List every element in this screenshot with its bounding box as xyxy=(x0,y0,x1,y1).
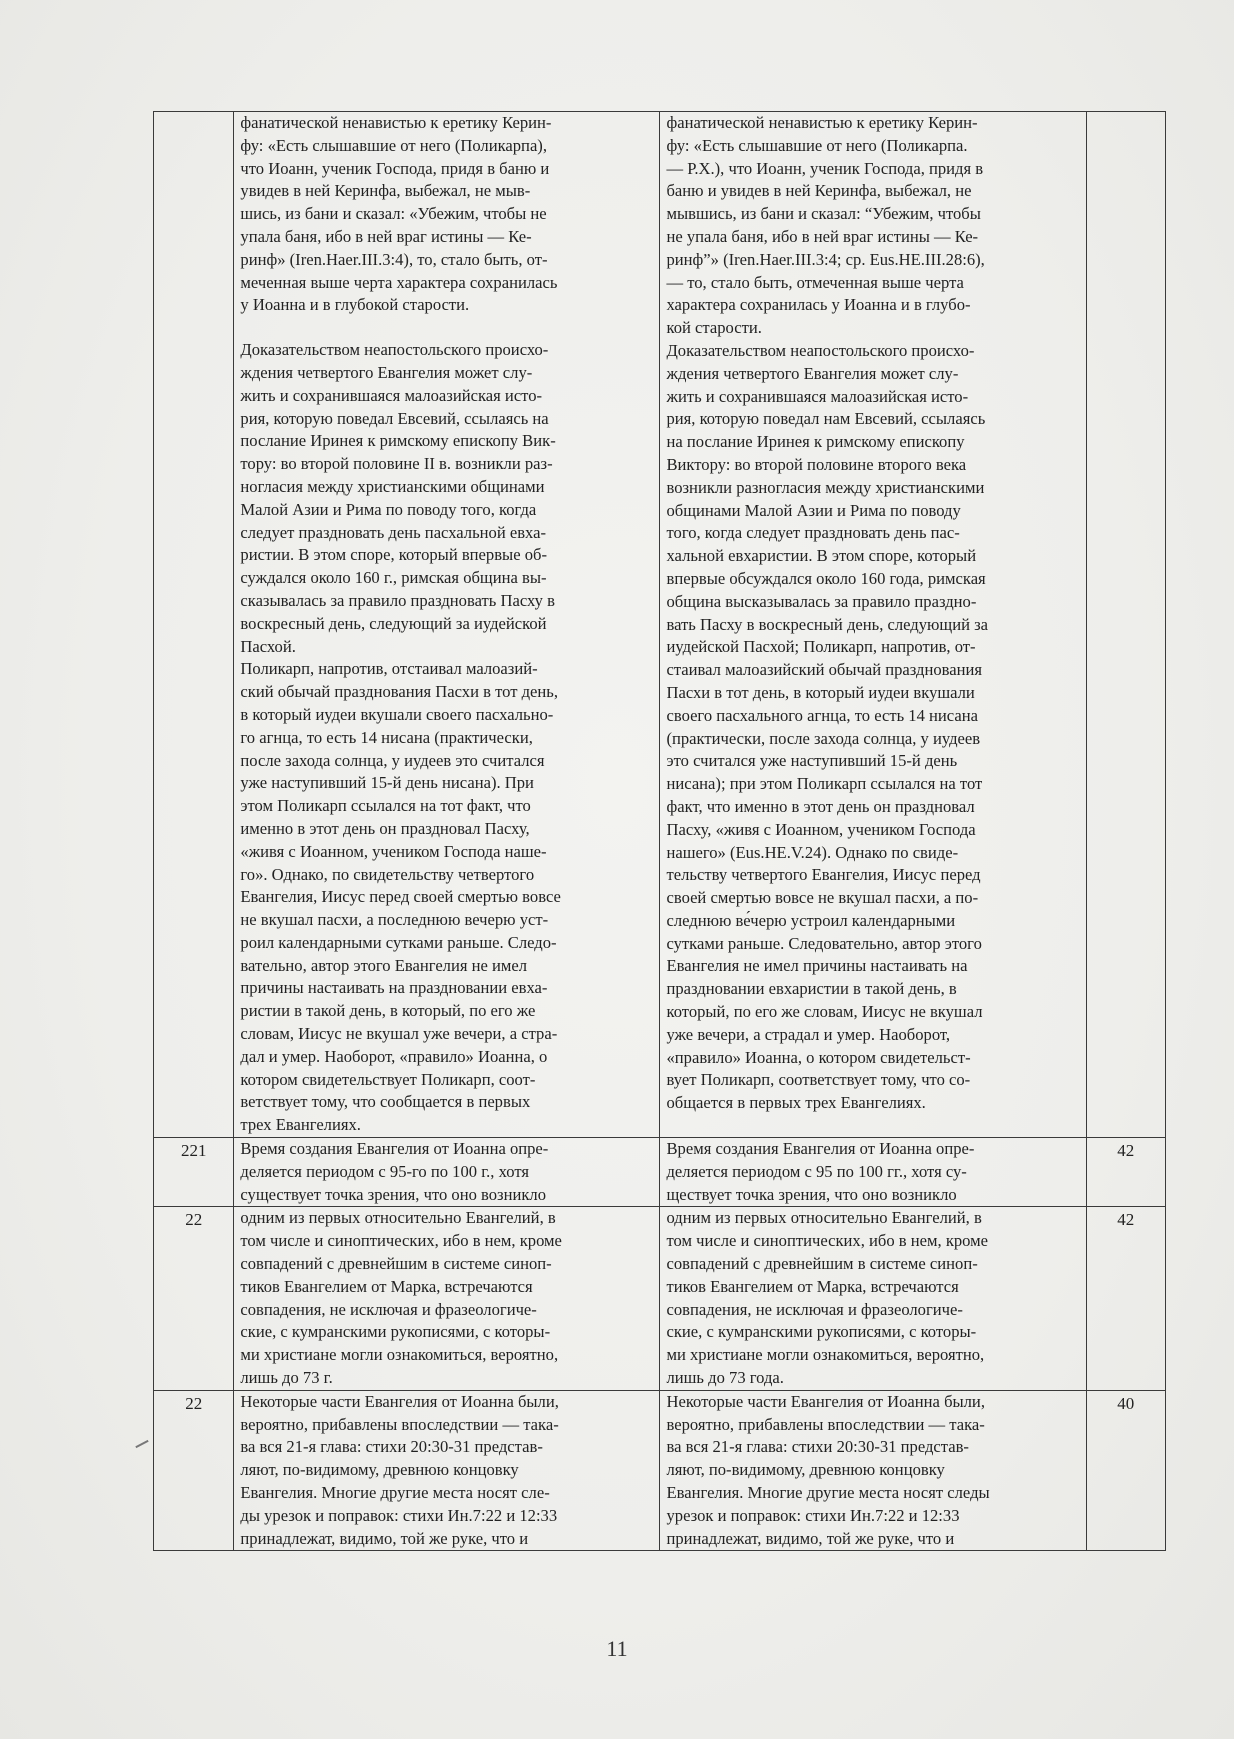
right-paragraph: фанатической ненавистью к еретику Керин- фу: «Есть слышавшие от него (Поликарпа. — Р.Х.), что Иоанн, ученик Господа, придя в баню и увидев в ней Керинфа, выбежал, не мывшись, из бани и сказал: “Убежим, чтобы не упала баня, ибо в ней враг истины — Ке- ринф”» (Iren.Haer.III.3:4; ср. Eus.HE.III.28:6), — то, стало быть, отмеченная выше черта характера сохранилась у Иоанна и в глубо- кой старости. Доказательством неапостольского происхо- ждения четвертого Евангелия может слу- жить и сохранившаяся малоазийская исто- рия, которую поведал нам Евсевий, ссылаясь на послание Иринея к римскому епископу Виктору: во второй половине второго века возникли разногласия между христианскими общинами Малой Азии и Рима по поводу того, когда следует праздновать день пас- хальной евхаристии. В этом споре, который впервые обсуждался около 160 года, римская община высказывалась за правило праздно- вать Пасху в воскресный день, следующий за иудейской Пасхой; Поликарп, напротив, от- стаивал малоазийский обычай празднования Пасхи в тот день, в который иудеи вкушали своего пасхального агнца, то есть 14 нисана (практически, после захода солнца, у иудеев это считался уже наступивший 15-й день нисана); при этом Поликарп ссылался на тот факт, что именно в этот день он праздновал Пасху, «живя с Иоанном, учеником Господа нашего» (Eus.HE.V.24). Однако по свиде- тельству четвертого Евангелия, Иисус перед своей смертью вовсе не вкушал пасхи, а по- следнюю ве́черю устроил календарными сутками раньше. Следовательно, автор этого Евангелия не имел причины настаивать на праздновании евхаристии в такой день, в который, по его же словам, Иисус не вкушал уже вечери, а страдал и умер. Наоборот, «правило» Иоанна, о котором свидетельст- вует Поликарп, соответствует тому, что со- общается в первых трех Евангелиях. xyxy=(666,113,989,1113)
page-ref-cell: 40 xyxy=(1086,1390,1165,1551)
page-ref-cell: 42 xyxy=(1086,1207,1165,1390)
right-text-cell xyxy=(660,1138,1086,1207)
left-text-cell xyxy=(234,112,660,1138)
row-number-cell: 22 xyxy=(154,1390,234,1551)
right-paragraph: Некоторые части Евангелия от Иоанна были, вероятно, прибавлены впоследствии — така- ва вся 21-я глава: стихи 20:30-31 представ- ляют, по-видимому, древнюю концовку Евангелия. Многие другие места носят следы урезок и поправок: стихи Ин.7:22 и 12:33 принадлежат, видимо, той же руке, что и xyxy=(666,1391,990,1548)
right-text-cell xyxy=(660,1207,1086,1390)
left-paragraph: Доказательством неапостольского происхо- ждения четвертого Евангелия может слу- жить и сохранившаяся малоазийская исто- рия, которую поведал Евсевий, ссылаясь на послание Иринея к римскому епископу Вик- тору: во второй половине II в. возникли раз- ногласия между христианскими общинами Малой Азии и Рима по поводу того, когда следует праздновать день пасхальной евха- ристии. В этом споре, который впервые об- суждался около 160 г., римская община вы- сказывалась за правило праздновать Пасху в воскресный день, следующий за иудейской Пасхой. Поликарп, напротив, отстаивал малоазий- ский обычай празднования Пасхи в тот день, в который иудеи вкушали своего пасхально- го агнца, то есть 14 нисана (практически, после захода солнца, у иудеев это считался уже наступивший 15-й день нисана). При этом Поликарп ссылался на тот факт, что именно в этот день он праздновал Пасху, «живя с Иоанном, учеником Господа наше- го». Однако, по свидетельству четвертого Евангелия, Иисус перед своей смертью вовсе не вкушал пасхи, а последнюю вечерю уст- роил календарными сутками раньше. Следо- вательно, автор этого Евангелия не имел причины настаивать на праздновании евха- ристии в такой день, в который, по его же словам, Иисус не вкушал уже вечери, а стра- дал и умер. Наоборот, «правило» Иоанна, о котором свидетельствует Поликарп, соот- ветствует тому, что сообщается в первых трех Евангелиях. xyxy=(240,340,561,1135)
page-ref-cell xyxy=(1086,112,1165,1138)
comparison-table xyxy=(153,111,1166,1551)
right-paragraph: Время создания Евангелия от Иоанна опре- деляется периодом с 95 по 100 гг., хотя су- ществует точка зрения, что оно возникло xyxy=(666,1139,975,1204)
left-paragraph: Время создания Евангелия от Иоанна опре- деляется периодом с 95-го по 100 г., хотя существует точка зрения, что оно возникло xyxy=(240,1139,549,1204)
page-ref-cell: 42 xyxy=(1086,1138,1165,1207)
table-row xyxy=(154,1207,1166,1390)
paragraph-gap xyxy=(240,317,653,339)
table-row xyxy=(154,112,1166,1138)
right-paragraph: одним из первых относительно Евангелий, в том числе и синоптических, ибо в нем, кроме совпадений с древнейшим в системе синоп- тиков Евангелием от Марка, встречаются совпадения, не исключая и фразеологиче- ские, с кумранскими рукописями, с которы- ми христиане могли ознакомиться, вероятно, лишь до 73 года. xyxy=(666,1208,989,1388)
left-text-cell xyxy=(234,1138,660,1207)
row-number-cell: 221 xyxy=(154,1138,234,1207)
table-row xyxy=(154,1138,1166,1207)
left-paragraph: Некоторые части Евангелия от Иоанна были, вероятно, прибавлены впоследствии — така- ва вся 21-я глава: стихи 20:30-31 представ- ляют, по-видимому, древнюю концовку Евангелия. Многие другие места носят сле- ды урезок и поправок: стихи Ин.7:22 и 12:33 принадлежат, видимо, той же руке, что и xyxy=(240,1391,559,1548)
row-number-cell xyxy=(154,112,234,1138)
left-paragraph: одним из первых относительно Евангелий, в том числе и синоптических, ибо в нем, кроме совпадений с древнейшим в системе синоп- тиков Евангелием от Марка, встречаются совпадения, не исключая и фразеологиче- ские, с кумранскими рукописями, с которы- ми христиане могли ознакомиться, вероятно, лишь до 73 г. xyxy=(240,1208,562,1388)
right-text-cell xyxy=(660,1390,1086,1551)
page-number: 11 xyxy=(606,1636,628,1661)
left-text-cell xyxy=(234,1207,660,1390)
table-row xyxy=(154,1390,1166,1551)
right-text-cell xyxy=(660,112,1086,1138)
left-text-cell xyxy=(234,1390,660,1551)
row-number-cell: 22 xyxy=(154,1207,234,1390)
left-paragraph: фанатической ненавистью к еретику Керин- фу: «Есть слышавшие от него (Поликарпа), что Иоанн, ученик Господа, придя в баню и увидев в ней Керинфа, выбежал, не мыв- шись, из бани и сказал: «Убежим, чтобы не упала баня, ибо в ней враг истины — Ке- ринф» (Iren.Haer.III.3:4), то, стало быть, от- меченная выше черта характера сохранилась у Иоанна и в глубокой старости. xyxy=(240,113,558,315)
